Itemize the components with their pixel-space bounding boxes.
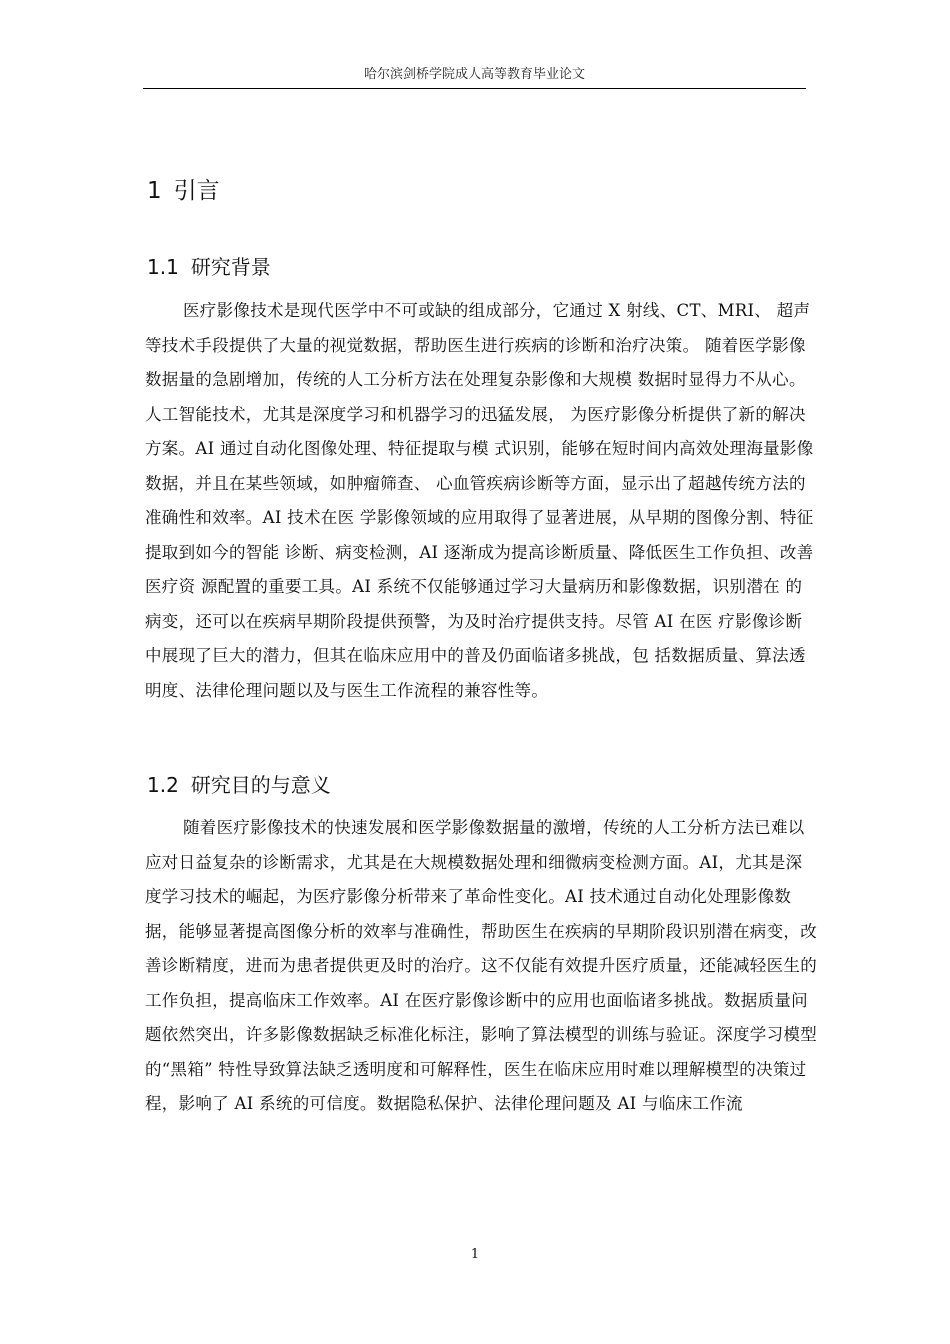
section-heading-purpose xyxy=(147,770,331,800)
section-number: 1.1 xyxy=(147,255,179,279)
purpose-paragraph: 随着医疗影像技术的快速发展和医学影像数据量的激增，传统的人工分析方法已难以应对日益复杂的诊断需求，尤其是在大规模数据处理和细微病变检测方面。AI，尤其是深度学习技术的崛起，为医疗影像分析带来了革命性变化。AI 技术通过自动化处理影像数据，能够显著提高图像分析的效率与准确性，帮助医生在疾病的早期阶段识别潜在病变，改善诊断精度，进而为患者提供更及时的治疗。这不仅能有效提升医疗质量，还能减轻医生的工作负担，提高临床工作效率。AI 在医疗影像诊断中的应用也面临诸多挑战。数据质量问题依然突出，许多影像数据缺乏标准化标注，影响了算法模型的训练与验证。深度学习模型的“黑箱” 特性导致算法缺乏透明度和可解释性，医生在临床应用时难以理解模型的决策过 程，影响了 AI 系统的可信度。数据隐私保护、法律伦理问题及 AI 与临床工作流 xyxy=(145,818,817,1113)
chapter-title: 引言 xyxy=(173,178,220,204)
page-number: 1 xyxy=(470,1247,480,1262)
header-divider xyxy=(143,88,806,89)
section-title: 研究目的与意义 xyxy=(190,773,331,797)
running-header: 哈尔滨剑桥学院成人高等教育毕业论文 xyxy=(363,67,585,82)
section-number: 1.2 xyxy=(147,773,179,797)
section-heading-background xyxy=(147,252,271,282)
chapter-heading xyxy=(147,174,220,208)
chapter-number: 1 xyxy=(147,178,162,204)
section-title: 研究背景 xyxy=(190,255,271,279)
background-paragraph: 医疗影像技术是现代医学中不可或缺的组成部分，它通过 X 射线、CT、MRI、 超声等技术手段提供了大量的视觉数据，帮助医生进行疾病的诊断和治疗决策。 随着医学影像数据量的急剧增加，传统的人工分析方法在处理复杂影像和大规模 数据时显得力不从心。人工智能技术，尤其是深度学习和机器学习的迅猛发展， 为医疗影像分析提供了新的解决方案。AI 通过自动化图像处理、特征提取与模 式识别，能够在短时间内高效处理海量影像数据，并且在某些领域，如肿瘤筛查、 心血管疾病诊断等方面，显示出了超越传统方法的准确性和效率。AI 技术在医 学影像领域的应用取得了显著进展，从早期的图像分割、特征提取到如今的智能 诊断、病变检测，AI 逐渐成为提高诊断质量、降低医生工作负担、改善医疗资 源配置的重要工具。AI 系统不仅能够通过学习大量病历和影像数据，识别潜在 的病变，还可以在疾病早期阶段提供预警，为及时治疗提供支持。尽管 AI 在医 疗影像诊断中展现了巨大的潜力，但其在临床应用中的普及仍面临诸多挑战，包 括数据质量、算法透明度、法律伦理问题以及与医生工作流程的兼容性等。 xyxy=(145,301,814,700)
